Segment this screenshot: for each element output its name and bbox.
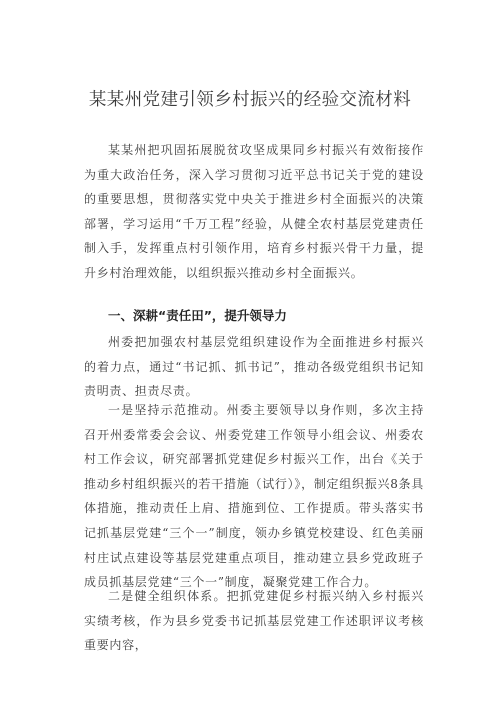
section-heading-1: 一、深耕“责任田”，提升领导力 (108, 308, 287, 323)
point-1-paragraph: 一是坚持示范推动。州委主要领导以身作则，多次主持召开州委常委会会议、州委党建工作领导小组会议、州委农村工作会议，研究部署抓党建促乡村振兴工作，出台《关于推动乡村组织振兴的若干措施（试行）》，制定组织振兴8条具体措施，推动责任上肩、措施到位、工作提质。带头落实书记抓基层党建“三个一”制度，领办乡镇党校建设、红色美丽村庄试点建设等基层党建重点项目，推动建立县乡党政班子成员抓基层党建“三个一”制度，凝聚党建工作合力。 (84, 403, 424, 590)
intro-paragraph: 某某州把巩固拓展脱贫攻坚成果同乡村振兴有效衔接作为重大政治任务，深入学习贯彻习近平总书记关于党的建设的重要思想，贯彻落实党中央关于推进乡村全面振兴的决策部署，学习运用“千万工程”经验，从健全农村基层党建责任制入手，发挥重点村引领作用，培育乡村振兴骨干力量，提升乡村治理效能，以组织振兴推动乡村全面振兴。 (84, 143, 424, 280)
section-1-intro-paragraph: 州委把加强农村基层党组织建设作为全面推进乡村振兴的着力点，通过“书记抓、抓书记”，推动各级党组织书记知责明责、担责尽责。 (84, 335, 424, 399)
document-title: 某某州党建引领乡村振兴的经验交流材料 (88, 90, 412, 110)
point-2-paragraph: 二是健全组织体系。把抓党建促乡村振兴纳入乡村振兴实绩考核，作为县乡党委书记抓基层党建工作述职评议考核重要内容， (84, 589, 424, 653)
